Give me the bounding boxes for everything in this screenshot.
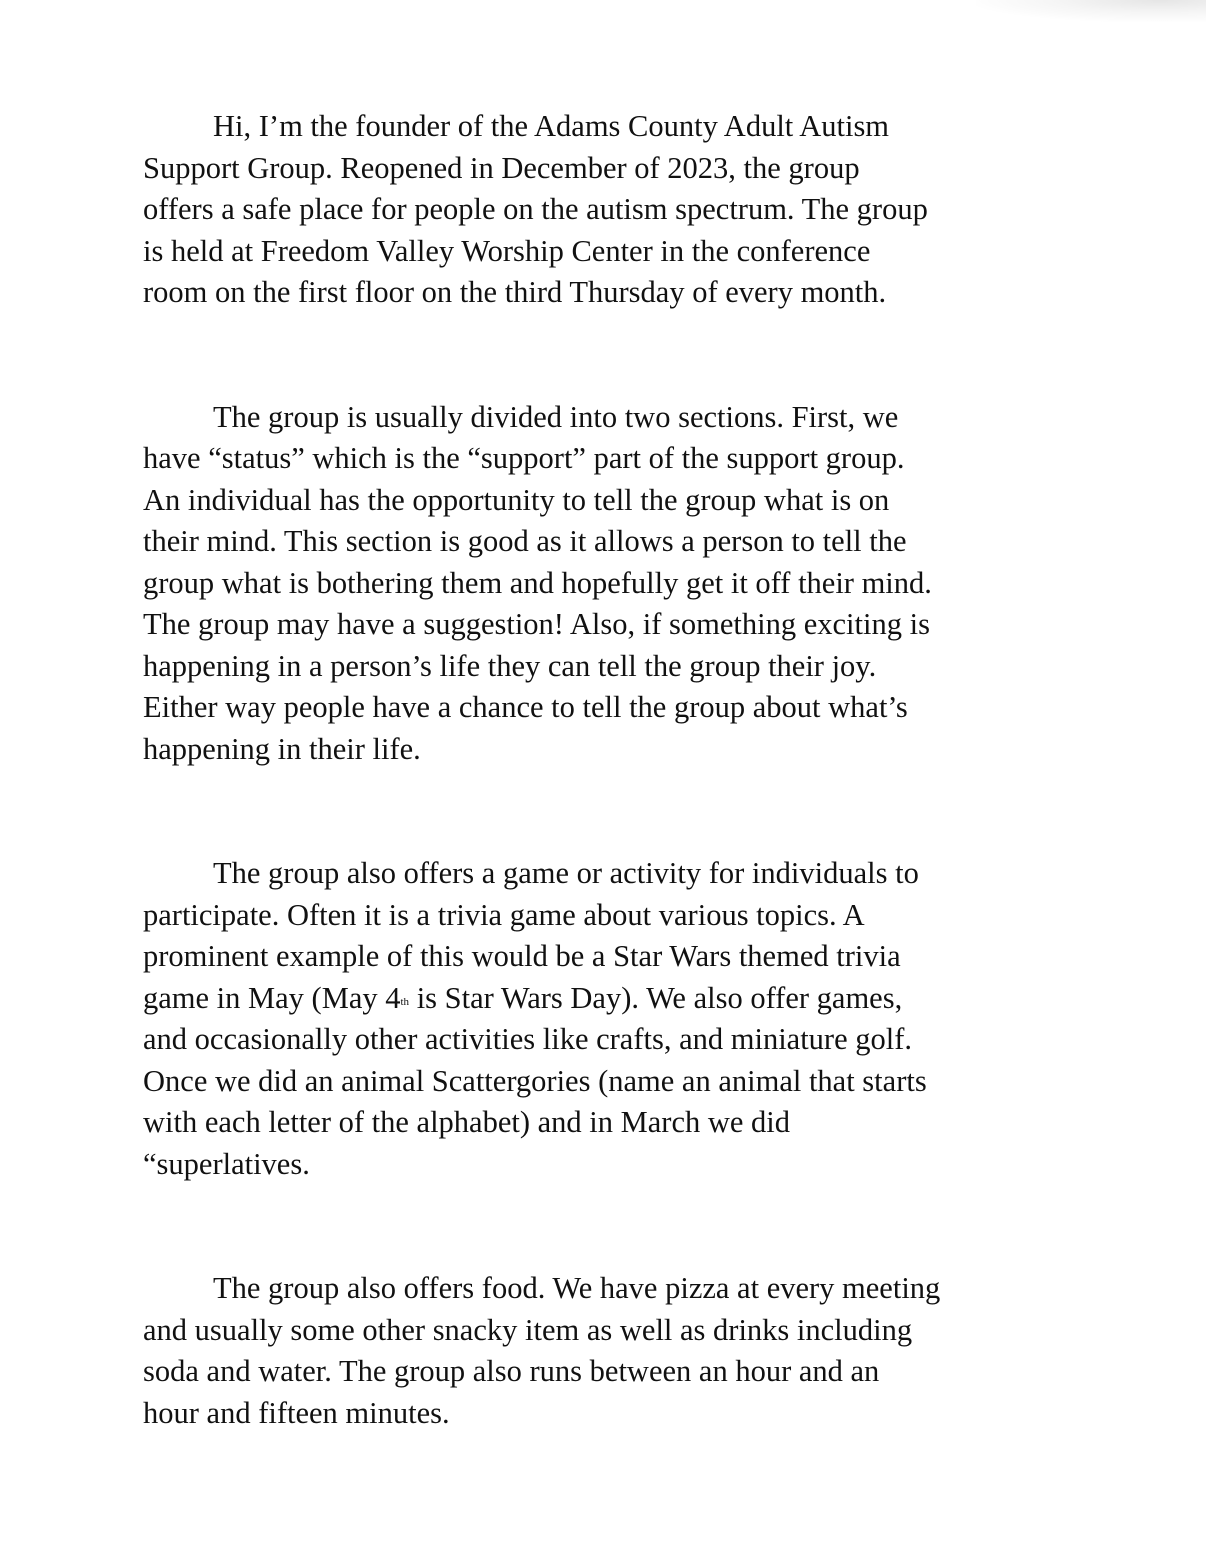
- text-line: and usually some other snacky item as well as drinks including: [143, 1312, 913, 1347]
- text-line: The group also offers food. We have pizza at every meeting: [213, 1271, 941, 1305]
- text-line: their mind. This section is good as it allows a person to tell the: [143, 524, 907, 558]
- page-corner-shadow: [976, 0, 1206, 22]
- text-line: The group is usually divided into two sections. First, we: [213, 399, 899, 434]
- text-line: participate. Often it is a trivia game about various topics. A: [143, 897, 865, 932]
- paragraph-food: [143, 1268, 1083, 1434]
- paragraph-gap: [143, 770, 1083, 853]
- text-line: room on the first floor on the third Thursday of every month.: [143, 275, 887, 309]
- text-line: offers a safe place for people on the autism spectrum. The group: [143, 192, 928, 226]
- paragraph-status: [143, 397, 1083, 771]
- text-line: “superlatives.: [143, 1146, 310, 1181]
- text-line: soda and water. The group also runs between an hour and an: [143, 1354, 880, 1388]
- document-body: [143, 106, 1083, 1434]
- text-line: is held at Freedom Valley Worship Center in the conference: [143, 233, 871, 268]
- text-line: The group also offers a game or activity for individuals to: [213, 856, 919, 890]
- paragraph-intro: [143, 106, 1083, 314]
- text-line: hour and fifteen minutes.: [143, 1395, 450, 1430]
- text-line: Support Group. Reopened in December of 2023, the group: [143, 150, 860, 185]
- text-line: An individual has the opportunity to tell the group what is on: [143, 482, 890, 517]
- text-line: have “status” which is the “support” part of the support group.: [143, 441, 905, 475]
- text-line: Hi, I’m the founder of the Adams County Adult Autism: [213, 109, 890, 143]
- text-line: The group may have a suggestion! Also, if something exciting is: [143, 607, 930, 641]
- text-line: prominent example of this would be a Star Wars themed trivia: [143, 939, 901, 973]
- paragraph-gap: [143, 314, 1083, 397]
- ordinal-superscript: th: [400, 995, 410, 1008]
- text-line: Either way people have a chance to tell the group about what’s: [143, 690, 908, 724]
- text-fragment: is Star Wars Day). We also offer games,: [409, 980, 903, 1015]
- paragraph-activities: [143, 853, 1083, 1185]
- text-line-with-superscript: [143, 981, 902, 1015]
- text-line: with each letter of the alphabet) and in March we did: [143, 1105, 791, 1139]
- text-line: and occasionally other activities like crafts, and miniature golf.: [143, 1022, 913, 1056]
- text-line: happening in a person’s life they can tell the group their joy.: [143, 648, 877, 683]
- text-fragment: game in May (May 4: [143, 980, 401, 1015]
- paragraph-gap: [143, 1185, 1083, 1268]
- text-line: group what is bothering them and hopefully get it off their mind.: [143, 565, 932, 600]
- text-line: Once we did an animal Scattergories (name an animal that starts: [143, 1063, 927, 1098]
- text-line: happening in their life.: [143, 731, 421, 766]
